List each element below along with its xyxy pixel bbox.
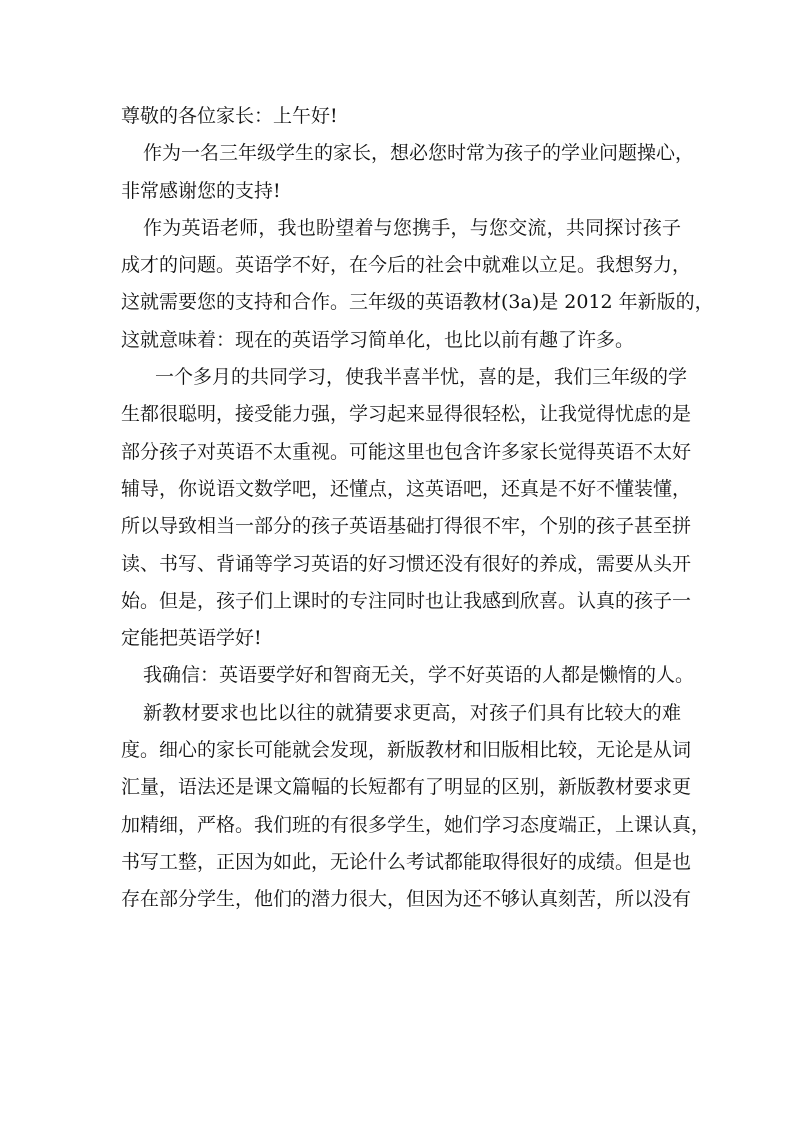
paragraph-3-line-6: 读、书写、背诵等学习英语的好习惯还没有很好的养成，需要从头开 — [121, 552, 692, 575]
paragraph-1-line-1: 作为一名三年级学生的家长，想必您时常为孩子的学业问题操心， — [143, 142, 695, 165]
letter-body — [121, 98, 714, 919]
paragraph-2-line-3: 这就需要您的支持和合作。三年级的英语教材(3a)是 2012 年新版的， — [121, 291, 714, 314]
paragraph-1-line-2: 非常感谢您的支持! — [121, 179, 281, 202]
paragraph-2-line-1: 作为英语老师，我也盼望着与您携手，与您交流，共同探讨孩子 — [143, 216, 681, 239]
paragraph-5-line-5: 书写工整，正因为如此，无论什么考试都能取得很好的成绩。但是也 — [121, 850, 692, 873]
paragraph-3-line-2: 生都很聪明，接受能力强，学习起来显得很轻松，让我觉得忧虑的是 — [121, 403, 692, 426]
paragraph-5-line-4: 加精细，严格。我们班的有很多学生，她们学习态度端正，上课认真， — [121, 813, 711, 836]
paragraph-2-line-4: 这就意味着：现在的英语学习简单化，也比以前有趣了许多。 — [121, 328, 635, 351]
paragraph-4-line-1: 我确信：英语要学好和智商无关，学不好英语的人都是懒惰的人。 — [143, 664, 695, 687]
greeting-line: 尊敬的各位家长：上午好! — [121, 105, 338, 127]
paragraph-5-line-1: 新教材要求也比以往的就猜要求更高，对孩子们具有比较大的难 — [143, 701, 681, 724]
paragraph-3-line-7: 始。但是，孩子们上课时的专注同时也让我感到欣喜。认真的孩子一 — [121, 589, 692, 612]
paragraph-5-line-3: 汇量，语法还是课文篇幅的长短都有了明显的区别，新版教材要求更 — [121, 776, 692, 799]
paragraph-5-line-2: 度。细心的家长可能就会发现，新版教材和旧版相比较，无论是从词 — [121, 739, 692, 762]
paragraph-3-line-5: 所以导致相当一部分的孩子英语基础打得很不牢，个别的孩子甚至拼 — [121, 515, 692, 538]
paragraph-5-line-6: 存在部分学生，他们的潜力很大，但因为还不够认真刻苦，所以没有 — [121, 888, 692, 911]
paragraph-3-line-8: 定能把英语学好! — [121, 627, 262, 650]
paragraph-3-line-4: 辅导，你说语文数学吧，还懂点，这英语吧，还真是不好不懂装懂， — [121, 477, 692, 500]
paragraph-2-line-2: 成才的问题。英语学不好，在今后的社会中就难以立足。我想努力， — [121, 254, 692, 277]
paragraph-3-line-1: 一个多月的共同学习，使我半喜半忧，喜的是，我们三年级的学 — [155, 366, 688, 389]
paragraph-3-line-3: 部分孩子对英语不太重视。可能这里也包含许多家长觉得英语不太好 — [121, 440, 692, 463]
